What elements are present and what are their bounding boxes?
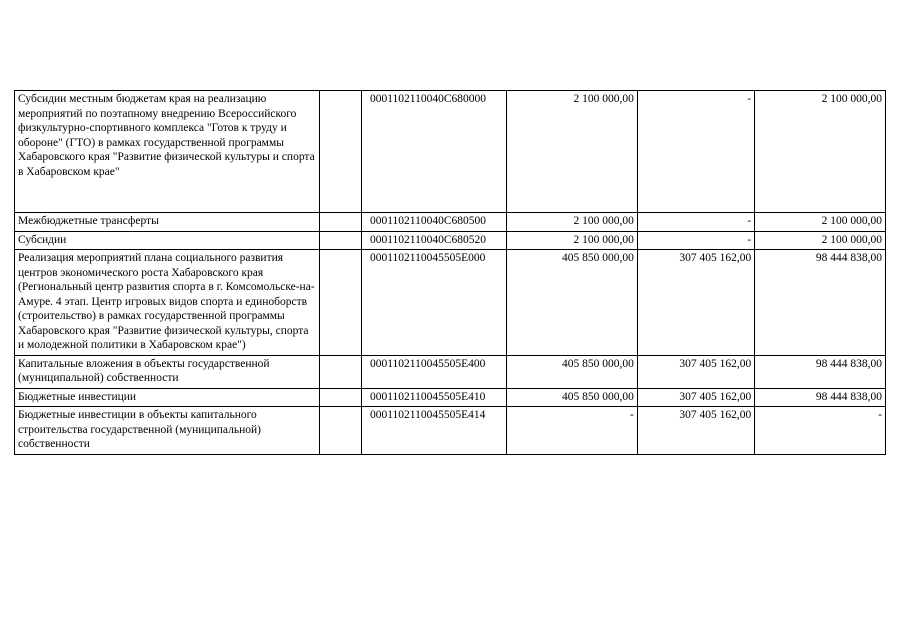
budget-table [14, 90, 886, 455]
row-name: Бюджетные инвестиции [15, 388, 320, 407]
row-name: Субсидии [15, 231, 320, 250]
row-amount-b: 307 405 162,00 [637, 355, 754, 388]
row-amount-a: 2 100 000,00 [507, 91, 638, 213]
row-blank-cell [319, 231, 361, 250]
row-blank-cell [319, 355, 361, 388]
row-blank-cell [319, 213, 361, 232]
row-amount-a: 405 850 000,00 [507, 355, 638, 388]
row-name: Субсидии местным бюджетам края на реализацию мероприятий по поэтапному внедрению Всероссийского физкультурно-спортивного комплекса "Готов к труду и обороне" (ГТО) в рамках государственной программы Хабаровского края "Развитие физической культуры и спорта в Хабаровском крае" [15, 91, 320, 213]
row-amount-c: 98 444 838,00 [755, 355, 886, 388]
row-name: Бюджетные инвестиции в объекты капитального строительства государственной (муниципальной) собственности [15, 407, 320, 455]
table-row [15, 91, 886, 213]
table-row [15, 388, 886, 407]
row-blank-cell [319, 91, 361, 213]
table-row [15, 231, 886, 250]
row-name: Межбюджетные трансферты [15, 213, 320, 232]
row-amount-a: 405 850 000,00 [507, 250, 638, 356]
row-amount-b: 307 405 162,00 [637, 250, 754, 356]
row-amount-c: 98 444 838,00 [755, 250, 886, 356]
row-amount-b: 307 405 162,00 [637, 407, 754, 455]
row-code: 0001102110040С680520 [361, 231, 506, 250]
row-amount-c: - [755, 407, 886, 455]
row-name: Реализация мероприятий плана социального развития центров экономического роста Хабаровского края (Региональный центр развития спорта в г. Комсомольске-на-Амуре. 4 этап. Центр игровых видов спорта и единоборств (строительство) в рамках государственной программы Хабаровского края "Развитие физической культуры, спорта и молодежной политики в Хабаровском крае") [15, 250, 320, 356]
row-amount-c: 2 100 000,00 [755, 231, 886, 250]
table-row [15, 407, 886, 455]
row-code: 0001102110045505E000 [361, 250, 506, 356]
row-blank-cell [319, 388, 361, 407]
row-name: Капитальные вложения в объекты государственной (муниципальной) собственности [15, 355, 320, 388]
row-amount-c: 2 100 000,00 [755, 91, 886, 213]
row-amount-a: 2 100 000,00 [507, 213, 638, 232]
row-blank-cell [319, 407, 361, 455]
row-amount-a: - [507, 407, 638, 455]
row-amount-b: 307 405 162,00 [637, 388, 754, 407]
row-blank-cell [319, 250, 361, 356]
table-row [15, 355, 886, 388]
table-row [15, 213, 886, 232]
row-amount-a: 405 850 000,00 [507, 388, 638, 407]
table-row [15, 250, 886, 356]
row-amount-c: 98 444 838,00 [755, 388, 886, 407]
row-code: 0001102110045505E410 [361, 388, 506, 407]
row-amount-a: 2 100 000,00 [507, 231, 638, 250]
row-code: 0001102110040С680500 [361, 213, 506, 232]
row-amount-c: 2 100 000,00 [755, 213, 886, 232]
row-amount-b: - [637, 213, 754, 232]
row-code: 0001102110045505E400 [361, 355, 506, 388]
row-amount-b: - [637, 91, 754, 213]
row-code: 0001102110040С680000 [361, 91, 506, 213]
row-amount-b: - [637, 231, 754, 250]
row-code: 0001102110045505E414 [361, 407, 506, 455]
